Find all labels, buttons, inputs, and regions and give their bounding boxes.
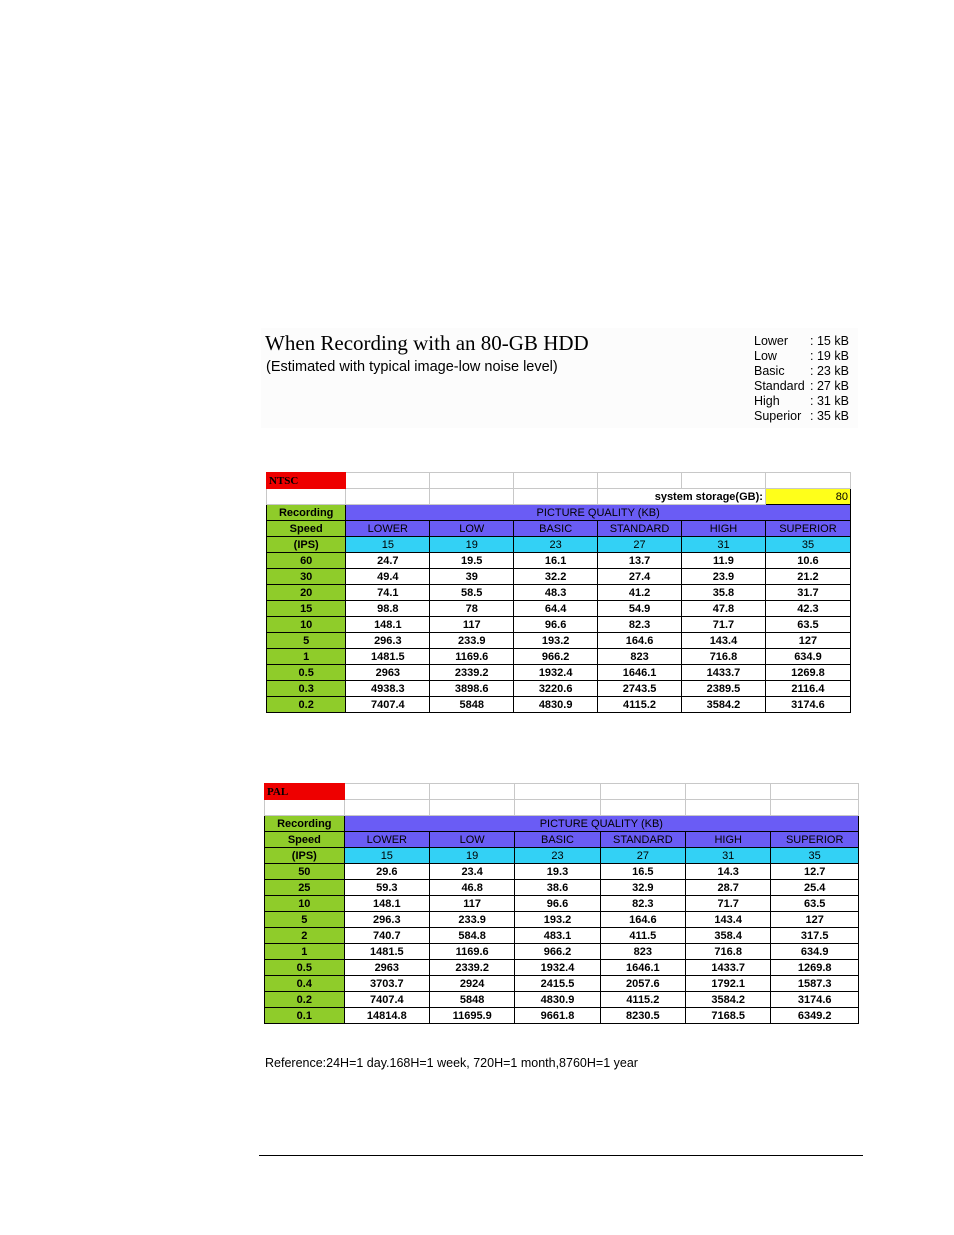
legend-name: High [754, 394, 780, 408]
hours-cell: 27.4 [598, 569, 682, 585]
column-header-row [267, 521, 851, 537]
empty-cell [344, 784, 429, 800]
legend-value: : 23 kB [810, 364, 849, 378]
speed-cell: 15 [267, 601, 346, 617]
hours-cell: 2963 [344, 960, 429, 976]
empty-cell [267, 489, 346, 505]
column-header: LOW [429, 832, 514, 848]
hours-cell: 1269.8 [771, 960, 859, 976]
hours-cell: 483.1 [515, 928, 600, 944]
hours-cell: 966.2 [515, 944, 600, 960]
column-header: BASIC [515, 832, 600, 848]
hours-cell: 3174.6 [771, 992, 859, 1008]
hours-cell: 823 [598, 649, 682, 665]
hours-cell: 1433.7 [686, 960, 771, 976]
speed-cell: 2 [265, 928, 345, 944]
hours-cell: 143.4 [686, 912, 771, 928]
size-cell: 31 [682, 537, 766, 553]
empty-cell [346, 489, 430, 505]
footer-rule [259, 1155, 863, 1156]
size-cell: 23 [515, 848, 600, 864]
speed-cell: 1 [265, 944, 345, 960]
hours-cell: 1169.6 [430, 649, 514, 665]
empty-cell [682, 473, 766, 489]
hours-cell: 1481.5 [344, 944, 429, 960]
hours-cell: 4115.2 [598, 697, 682, 713]
hours-cell: 96.6 [515, 896, 600, 912]
legend-row [754, 394, 849, 409]
hours-cell: 31.7 [765, 585, 850, 601]
hours-cell: 1646.1 [598, 665, 682, 681]
hours-cell: 71.7 [686, 896, 771, 912]
hours-cell: 634.9 [771, 944, 859, 960]
table-row [267, 569, 851, 585]
hours-cell: 2743.5 [598, 681, 682, 697]
empty-cell [514, 489, 598, 505]
header-row [267, 505, 851, 521]
hours-cell: 4830.9 [514, 697, 598, 713]
hours-cell: 1932.4 [514, 665, 598, 681]
empty-cell [686, 800, 771, 816]
hours-cell: 46.8 [429, 880, 514, 896]
hours-cell: 6349.2 [771, 1008, 859, 1024]
hours-cell: 358.4 [686, 928, 771, 944]
speed-header: Speed [265, 832, 345, 848]
size-cell: 35 [765, 537, 850, 553]
table-row [265, 896, 859, 912]
page-title: When Recording with an 80-GB HDD [265, 331, 589, 355]
region-label: PAL [265, 784, 345, 800]
region-label-row [267, 473, 851, 489]
speed-cell: 50 [265, 864, 345, 880]
storage-label: system storage(GB): [598, 489, 766, 505]
hours-cell: 78 [430, 601, 514, 617]
hours-cell: 58.5 [430, 585, 514, 601]
hours-cell: 2415.5 [515, 976, 600, 992]
hours-cell: 63.5 [765, 617, 850, 633]
column-header: LOWER [344, 832, 429, 848]
hours-cell: 193.2 [514, 633, 598, 649]
speed-cell: 30 [267, 569, 346, 585]
hours-cell: 716.8 [686, 944, 771, 960]
table-row [265, 928, 859, 944]
hours-cell: 23.9 [682, 569, 766, 585]
hours-cell: 1587.3 [771, 976, 859, 992]
recording-header: Recording [267, 505, 346, 521]
column-header: STANDARD [598, 521, 682, 537]
hours-cell: 29.6 [344, 864, 429, 880]
empty-cell [686, 784, 771, 800]
hours-cell: 4830.9 [515, 992, 600, 1008]
hours-cell: 3220.6 [514, 681, 598, 697]
pal-table [264, 783, 859, 1024]
hours-cell: 8230.5 [600, 1008, 685, 1024]
hours-cell: 59.3 [344, 880, 429, 896]
table-row [267, 617, 851, 633]
hours-cell: 9661.8 [515, 1008, 600, 1024]
empty-cell [771, 800, 859, 816]
speed-cell: 60 [267, 553, 346, 569]
speed-cell: 0.5 [265, 960, 345, 976]
size-cell: 19 [429, 848, 514, 864]
hours-cell: 2389.5 [682, 681, 766, 697]
speed-header: Speed [267, 521, 346, 537]
hours-cell: 1433.7 [682, 665, 766, 681]
table-row [267, 681, 851, 697]
region-label: NTSC [267, 473, 346, 489]
hours-cell: 13.7 [598, 553, 682, 569]
hours-cell: 411.5 [600, 928, 685, 944]
size-cell: 27 [600, 848, 685, 864]
hours-cell: 2963 [346, 665, 430, 681]
empty-cell [265, 800, 345, 816]
size-row [267, 537, 851, 553]
table-row [267, 553, 851, 569]
table-row [267, 601, 851, 617]
table-row [265, 944, 859, 960]
table-row [265, 1008, 859, 1024]
hours-cell: 584.8 [429, 928, 514, 944]
hours-cell: 14.3 [686, 864, 771, 880]
legend-value: : 19 kB [810, 349, 849, 363]
legend-row [754, 334, 849, 349]
hours-cell: 1481.5 [346, 649, 430, 665]
hours-cell: 4938.3 [346, 681, 430, 697]
column-header: HIGH [682, 521, 766, 537]
hours-cell: 7407.4 [346, 697, 430, 713]
ips-header: (IPS) [265, 848, 345, 864]
hours-cell: 21.2 [765, 569, 850, 585]
hours-cell: 148.1 [346, 617, 430, 633]
empty-cell [765, 473, 850, 489]
hours-cell: 98.8 [346, 601, 430, 617]
hours-cell: 16.5 [600, 864, 685, 880]
hours-cell: 127 [765, 633, 850, 649]
column-header-row [265, 832, 859, 848]
legend-value: : 31 kB [810, 394, 849, 408]
hours-cell: 296.3 [346, 633, 430, 649]
size-cell: 35 [771, 848, 859, 864]
reference-note: Reference:24H=1 day.168H=1 week, 720H=1 month,8760H=1 year [265, 1056, 638, 1070]
legend-row [754, 364, 849, 379]
column-header: BASIC [514, 521, 598, 537]
speed-cell: 0.1 [265, 1008, 345, 1024]
hours-cell: 296.3 [344, 912, 429, 928]
size-cell: 15 [346, 537, 430, 553]
table-row [265, 912, 859, 928]
hours-cell: 32.2 [514, 569, 598, 585]
size-cell: 23 [514, 537, 598, 553]
hours-cell: 82.3 [598, 617, 682, 633]
empty-cell [598, 473, 682, 489]
speed-cell: 0.4 [265, 976, 345, 992]
hours-cell: 16.1 [514, 553, 598, 569]
hours-cell: 1646.1 [600, 960, 685, 976]
table-row [267, 665, 851, 681]
hours-cell: 164.6 [600, 912, 685, 928]
legend-name: Lower [754, 334, 789, 348]
legend-value: : 15 kB [810, 334, 849, 348]
column-header: STANDARD [600, 832, 685, 848]
hours-cell: 716.8 [682, 649, 766, 665]
hours-cell: 11695.9 [429, 1008, 514, 1024]
size-cell: 27 [598, 537, 682, 553]
column-header: HIGH [686, 832, 771, 848]
empty-cell [600, 800, 685, 816]
speed-cell: 10 [265, 896, 345, 912]
hours-cell: 2339.2 [430, 665, 514, 681]
hours-cell: 2339.2 [429, 960, 514, 976]
table-row [265, 960, 859, 976]
hours-cell: 41.2 [598, 585, 682, 601]
empty-cell [514, 473, 598, 489]
hours-cell: 5848 [429, 992, 514, 1008]
empty-cell [771, 784, 859, 800]
hours-cell: 11.9 [682, 553, 766, 569]
hours-cell: 12.7 [771, 864, 859, 880]
hours-cell: 3898.6 [430, 681, 514, 697]
speed-cell: 25 [265, 880, 345, 896]
hours-cell: 2924 [429, 976, 514, 992]
hours-cell: 54.9 [598, 601, 682, 617]
size-cell: 19 [430, 537, 514, 553]
hours-cell: 4115.2 [600, 992, 685, 1008]
hours-cell: 233.9 [429, 912, 514, 928]
hours-cell: 117 [429, 896, 514, 912]
hours-cell: 25.4 [771, 880, 859, 896]
header-row [265, 816, 859, 832]
hours-cell: 47.8 [682, 601, 766, 617]
column-header: SUPERIOR [765, 521, 850, 537]
hours-cell: 39 [430, 569, 514, 585]
hours-cell: 5848 [430, 697, 514, 713]
empty-cell [346, 473, 430, 489]
hours-cell: 3584.2 [682, 697, 766, 713]
hours-cell: 7407.4 [344, 992, 429, 1008]
legend-name: Standard [754, 379, 805, 393]
legend-row [754, 349, 849, 364]
hours-cell: 823 [600, 944, 685, 960]
legend-name: Superior [754, 409, 802, 423]
hours-cell: 96.6 [514, 617, 598, 633]
hours-cell: 32.9 [600, 880, 685, 896]
legend-name: Basic [754, 364, 785, 378]
hours-cell: 3174.6 [765, 697, 850, 713]
hours-cell: 317.5 [771, 928, 859, 944]
ips-header: (IPS) [267, 537, 346, 553]
table-row [265, 880, 859, 896]
hours-cell: 164.6 [598, 633, 682, 649]
table-row [265, 976, 859, 992]
hours-cell: 3703.7 [344, 976, 429, 992]
size-row [265, 848, 859, 864]
region-label-row [265, 784, 859, 800]
empty-cell [515, 784, 600, 800]
storage-row [267, 489, 851, 505]
empty-cell [515, 800, 600, 816]
hours-cell: 48.3 [514, 585, 598, 601]
hours-cell: 64.4 [514, 601, 598, 617]
hours-cell: 148.1 [344, 896, 429, 912]
speed-cell: 20 [267, 585, 346, 601]
column-header: SUPERIOR [771, 832, 859, 848]
quality-size-legend [754, 334, 849, 424]
hours-cell: 193.2 [515, 912, 600, 928]
speed-cell: 0.3 [267, 681, 346, 697]
hours-cell: 35.8 [682, 585, 766, 601]
hours-cell: 3584.2 [686, 992, 771, 1008]
empty-cell [430, 473, 514, 489]
hours-cell: 127 [771, 912, 859, 928]
ntsc-table [266, 472, 851, 713]
speed-cell: 10 [267, 617, 346, 633]
recording-header: Recording [265, 816, 345, 832]
speed-cell: 5 [265, 912, 345, 928]
hours-cell: 74.1 [346, 585, 430, 601]
size-cell: 15 [344, 848, 429, 864]
hours-cell: 63.5 [771, 896, 859, 912]
hours-cell: 143.4 [682, 633, 766, 649]
empty-cell [344, 800, 429, 816]
hours-cell: 233.9 [430, 633, 514, 649]
empty-cell [430, 489, 514, 505]
speed-cell: 0.2 [267, 697, 346, 713]
hours-cell: 1932.4 [515, 960, 600, 976]
column-header: LOW [430, 521, 514, 537]
hours-cell: 71.7 [682, 617, 766, 633]
hours-cell: 1792.1 [686, 976, 771, 992]
picture-quality-header: PICTURE QUALITY (KB) [346, 505, 851, 521]
legend-row [754, 379, 849, 394]
storage-value: 80 [765, 489, 850, 505]
empty-cell [429, 800, 514, 816]
speed-cell: 0.5 [267, 665, 346, 681]
hours-cell: 1169.6 [429, 944, 514, 960]
speed-cell: 0.2 [265, 992, 345, 1008]
legend-value: : 27 kB [810, 379, 849, 393]
table-row [265, 992, 859, 1008]
table-row [267, 649, 851, 665]
hours-cell: 7168.5 [686, 1008, 771, 1024]
page-subtitle: (Estimated with typical image-low noise level) [266, 359, 558, 375]
legend-value: : 35 kB [810, 409, 849, 423]
legend-row [754, 409, 849, 424]
hours-cell: 10.6 [765, 553, 850, 569]
hours-cell: 82.3 [600, 896, 685, 912]
hours-cell: 14814.8 [344, 1008, 429, 1024]
column-header: LOWER [346, 521, 430, 537]
hours-cell: 19.5 [430, 553, 514, 569]
hours-cell: 634.9 [765, 649, 850, 665]
hours-cell: 19.3 [515, 864, 600, 880]
hours-cell: 966.2 [514, 649, 598, 665]
hours-cell: 28.7 [686, 880, 771, 896]
hours-cell: 38.6 [515, 880, 600, 896]
hours-cell: 2057.6 [600, 976, 685, 992]
hours-cell: 42.3 [765, 601, 850, 617]
empty-cell [600, 784, 685, 800]
table-row [267, 697, 851, 713]
table-row [265, 864, 859, 880]
hours-cell: 117 [430, 617, 514, 633]
picture-quality-header: PICTURE QUALITY (KB) [344, 816, 858, 832]
hours-cell: 1269.8 [765, 665, 850, 681]
speed-cell: 5 [267, 633, 346, 649]
empty-cell [429, 784, 514, 800]
size-cell: 31 [686, 848, 771, 864]
storage-row [265, 800, 859, 816]
hours-cell: 23.4 [429, 864, 514, 880]
table-row [267, 633, 851, 649]
hours-cell: 24.7 [346, 553, 430, 569]
hours-cell: 2116.4 [765, 681, 850, 697]
hours-cell: 740.7 [344, 928, 429, 944]
legend-name: Low [754, 349, 777, 363]
hours-cell: 49.4 [346, 569, 430, 585]
table-row [267, 585, 851, 601]
speed-cell: 1 [267, 649, 346, 665]
